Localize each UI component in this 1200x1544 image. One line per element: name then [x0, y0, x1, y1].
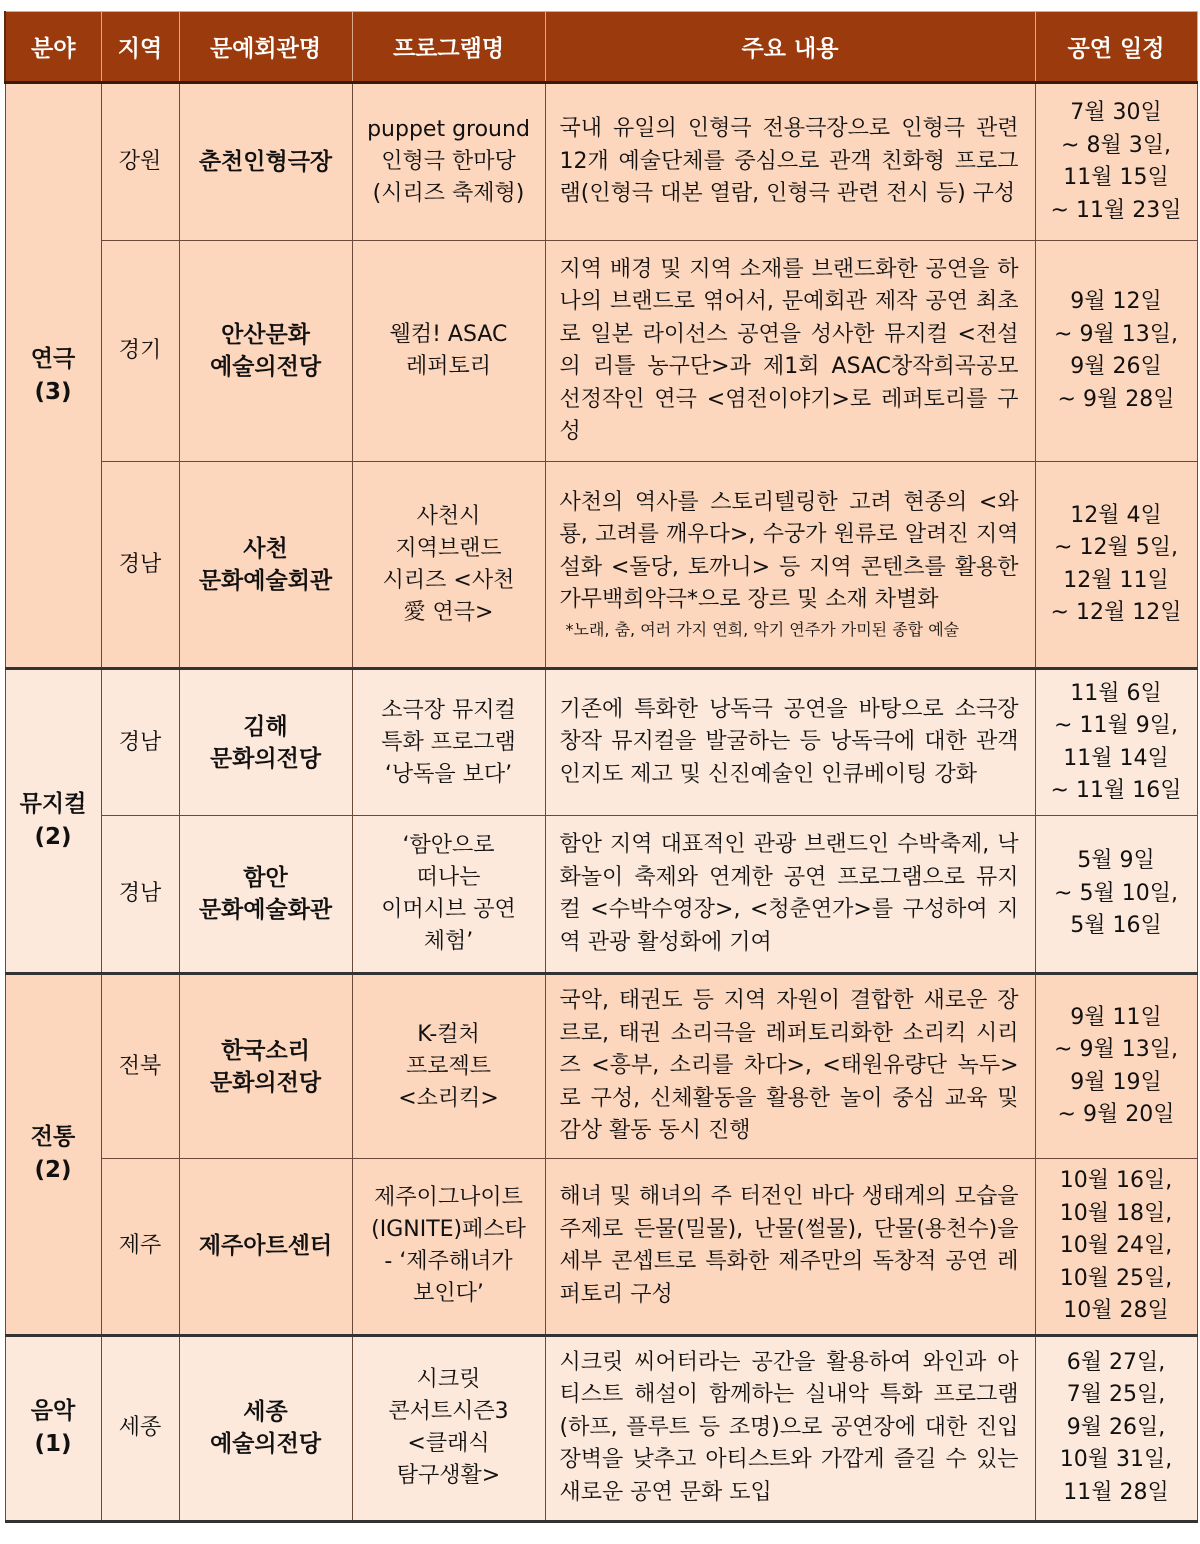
date-line: 5월 9일	[1077, 848, 1155, 874]
program-line: 지역브랜드	[395, 535, 502, 561]
program-line: - ‘제주해녀가	[384, 1249, 513, 1275]
content-cell: 지역 배경 및 지역 소재를 브랜드화한 공연을 하나의 브랜드로 엮어서, 문예회관 제작 공연 최초로 일본 라이선스 공연을 성사한 뮤지컬 <전설의 리틀 농구단>과 제1회 ASAC창작희곡공모 선정작인 연극 <염전이야기>로 레퍼토리를 구성	[545, 241, 1035, 462]
program-line: ‘함안으로	[402, 833, 495, 858]
date-line: 6월 27일,	[1066, 1349, 1166, 1375]
program-line: <클래식	[407, 1431, 490, 1456]
date-line: 11월 6일	[1070, 680, 1162, 706]
table-row	[5, 462, 1197, 669]
venue-line: 함안	[243, 865, 288, 891]
program-line: 콘서트시즌3	[388, 1399, 509, 1424]
content-cell	[545, 462, 1035, 669]
dates-cell	[1035, 1335, 1197, 1521]
content-cell: 함안 지역 대표적인 관광 브랜드인 수박축제, 낙화놀이 축제와 연계한 공연 프로그램으로 뮤지컬 <수박수영장>, <청춘연가>를 구성하여 지역 관광 활성화에 기여	[545, 816, 1035, 974]
program-line: 이머시브 공연	[381, 897, 516, 922]
program-line: 사천시	[416, 503, 481, 529]
date-line: ~ 9월 13일,	[1054, 321, 1178, 347]
date-line: 10월 25일,	[1059, 1265, 1173, 1291]
program-cell	[352, 462, 545, 669]
region-cell: 경남	[101, 462, 179, 669]
venue-line: 춘천인형극장	[198, 149, 333, 175]
date-line: ~ 11월 16일	[1050, 778, 1182, 803]
group-music	[5, 1335, 1197, 1521]
program-line: 특화 프로그램	[381, 729, 516, 755]
group-musical	[5, 669, 1197, 974]
content-cell: 국악, 태권도 등 지역 자원이 결합한 새로운 장르로, 태권 소리극을 레퍼토리화한 소리킥 시리즈 <흥부, 소리를 차다>, <태원유량단 녹두>로 구성, 신체활동을 활용한 놀이 중심 교육 및 감상 활동 동시 진행	[545, 974, 1035, 1159]
venue-cell	[179, 1159, 352, 1336]
date-line: 9월 11일	[1070, 1004, 1162, 1030]
field-name: 연극	[30, 345, 76, 372]
venue-line: 예술의전당	[209, 354, 322, 380]
date-line: 11월 15일	[1063, 165, 1169, 190]
footnote: *노래, 춤, 여러 가지 연희, 악기 연주가 가미된 종합 예술	[565, 619, 960, 639]
program-line: 시크릿	[416, 1367, 481, 1392]
program-line: 레퍼토리	[405, 354, 491, 379]
program-line: 프로젝트	[405, 1053, 491, 1079]
venue-cell	[179, 83, 352, 241]
date-line: 9월 26일,	[1066, 1414, 1166, 1440]
venue-line: 김해	[243, 713, 288, 740]
date-line: 12월 4일	[1070, 502, 1162, 528]
venue-cell	[179, 241, 352, 462]
field-cell	[5, 669, 101, 974]
field-name: 전통	[30, 1124, 76, 1151]
program-line: 웰컴! ASAC	[389, 322, 508, 347]
region-cell: 경남	[101, 816, 179, 974]
field-name: 뮤지컬	[19, 791, 87, 817]
dates-cell	[1035, 974, 1197, 1159]
date-line: 12월 11일	[1063, 567, 1169, 593]
header-region: 지역	[101, 12, 179, 83]
venue-cell	[179, 816, 352, 974]
date-line: ~ 12월 12일	[1050, 600, 1182, 625]
venue-cell	[179, 669, 352, 816]
date-line: ~ 8월 3일,	[1061, 132, 1171, 158]
program-line: 체험’	[423, 929, 474, 954]
date-line: 5월 16일	[1070, 913, 1162, 939]
region-cell: 세종	[101, 1335, 179, 1521]
header-venue: 문예회관명	[179, 12, 352, 83]
table-row	[5, 1335, 1197, 1521]
program-line: 소극장 뮤지컬	[381, 697, 516, 723]
venue-line: 제주아트센터	[198, 1233, 333, 1260]
date-line: 10월 24일,	[1059, 1233, 1173, 1258]
date-line: 10월 18일,	[1059, 1200, 1173, 1226]
venue-line: 안산문화	[221, 322, 310, 348]
program-cell	[352, 241, 545, 462]
header-dates: 공연 일정	[1035, 12, 1197, 83]
date-line: ~ 5월 10일,	[1054, 880, 1178, 906]
venue-cell	[179, 462, 352, 669]
group-theater	[5, 83, 1197, 669]
venue-line: 문화의전당	[209, 745, 322, 772]
table-row	[5, 241, 1197, 462]
table-row	[5, 669, 1197, 816]
program-line: 제주이그나이트	[374, 1185, 523, 1211]
content-cell: 기존에 특화한 낭독극 공연을 바탕으로 소극장 창작 뮤지컬을 발굴하는 등 낭독극에 대한 관객 인지도 제고 및 신진예술인 인큐베이팅 강화	[545, 669, 1035, 816]
venue-cell	[179, 974, 352, 1159]
content-cell: 시크릿 씨어터라는 공간을 활용하여 와인과 아티스트 해설이 함께하는 실내악 특화 프로그램(하프, 플루트 등 조명)으로 공연장에 대한 진입장벽을 낮추고 아티스트와 가깝게 즐길 수 있는 새로운 공연 문화 도입	[545, 1335, 1035, 1521]
header-program: 프로그램명	[352, 12, 545, 83]
field-cell	[5, 83, 101, 669]
venue-line: 세종	[243, 1399, 288, 1425]
date-line: ~ 9월 28일	[1057, 386, 1175, 412]
program-line: 보인다’	[413, 1281, 484, 1307]
program-cell	[352, 669, 545, 816]
dates-cell	[1035, 816, 1197, 974]
date-line: 9월 26일	[1070, 354, 1162, 379]
region-cell: 제주	[101, 1159, 179, 1336]
venue-cell	[179, 1335, 352, 1521]
field-count: (1)	[34, 1431, 72, 1457]
dates-cell	[1035, 462, 1197, 669]
program-line: ‘낭독을 보다’	[384, 761, 513, 787]
field-cell	[5, 974, 101, 1336]
program-table	[4, 11, 1198, 1523]
region-cell: 경기	[101, 241, 179, 462]
dates-cell	[1035, 1159, 1197, 1336]
date-line: ~ 9월 20일	[1057, 1102, 1175, 1127]
dates-cell	[1035, 241, 1197, 462]
date-line: ~ 9월 13일,	[1054, 1037, 1178, 1062]
program-line: 시리즈 <사천	[382, 567, 515, 593]
field-count: (2)	[34, 824, 72, 850]
venue-line: 사천	[243, 535, 288, 562]
date-line: ~ 12월 5일,	[1054, 535, 1178, 560]
date-line: 7월 25일,	[1066, 1382, 1166, 1408]
program-line: <소리킥>	[398, 1085, 499, 1111]
dates-cell	[1035, 669, 1197, 816]
date-line: 9월 12일	[1070, 289, 1162, 314]
table-header-row	[5, 12, 1197, 83]
table-row	[5, 1159, 1197, 1336]
program-line: (시리즈 축제형)	[372, 181, 525, 206]
region-cell: 전북	[101, 974, 179, 1159]
program-line: (IGNITE)페스타	[371, 1217, 526, 1243]
table-row	[5, 974, 1197, 1159]
date-line: 11월 14일	[1063, 745, 1169, 771]
date-line: 11월 28일	[1063, 1479, 1169, 1505]
field-count: (2)	[34, 1157, 72, 1184]
field-name: 음악	[30, 1398, 76, 1424]
venue-line: 문화예술화관	[198, 897, 333, 923]
venue-line: 문화예술회관	[198, 567, 333, 594]
program-line: 愛 연극>	[403, 599, 494, 625]
date-line: ~ 11월 9일,	[1054, 713, 1178, 738]
program-cell	[352, 816, 545, 974]
program-line: 탐구생활>	[396, 1463, 501, 1488]
date-line: 9월 19일	[1070, 1069, 1162, 1095]
table-row	[5, 83, 1197, 241]
program-cell	[352, 1335, 545, 1521]
region-cell: 강원	[101, 83, 179, 241]
date-line: ~ 11월 23일	[1050, 197, 1182, 223]
date-line: 10월 16일,	[1059, 1168, 1173, 1193]
header-content: 주요 내용	[545, 12, 1035, 83]
field-count: (3)	[34, 378, 72, 405]
venue-line: 예술의전당	[209, 1431, 322, 1457]
program-cell	[352, 974, 545, 1159]
program-line: 인형극 한마당	[381, 149, 516, 174]
date-line: 7월 30일	[1070, 100, 1162, 125]
header-field: 분야	[5, 12, 101, 83]
content-text: 사천의 역사를 스토리텔링한 고려 현종의 <와룡, 고려를 깨우다>, 수궁가 원류로 알려진 지역설화 <돌당, 토까니> 등 지역 콘텐츠를 활용한 가무백희악극*으로 장르 및 소재 차별화	[559, 489, 1019, 612]
venue-line: 한국소리	[221, 1037, 310, 1064]
program-line: K-컬처	[417, 1021, 480, 1047]
program-cell	[352, 1159, 545, 1336]
table-row	[5, 816, 1197, 974]
group-traditional	[5, 974, 1197, 1336]
date-line: 10월 28일	[1063, 1298, 1169, 1323]
content-cell: 국내 유일의 인형극 전용극장으로 인형극 관련 12개 예술단체를 중심으로 관객 친화형 프로그램(인형극 대본 열람, 인형극 관련 전시 등) 구성	[545, 83, 1035, 241]
program-line: puppet ground	[367, 117, 530, 142]
content-cell: 해녀 및 해녀의 주 터전인 바다 생태계의 모습을 주제로 든물(밀물), 난물(썰물), 단물(용천수)을 세부 콘셉트로 특화한 제주만의 독창적 공연 레퍼토리 구성	[545, 1159, 1035, 1336]
program-line: 떠나는	[416, 865, 481, 890]
date-line: 10월 31일,	[1059, 1447, 1173, 1473]
field-cell	[5, 1335, 101, 1521]
venue-line: 문화의전당	[209, 1069, 322, 1096]
program-cell	[352, 83, 545, 241]
dates-cell	[1035, 83, 1197, 241]
region-cell: 경남	[101, 669, 179, 816]
